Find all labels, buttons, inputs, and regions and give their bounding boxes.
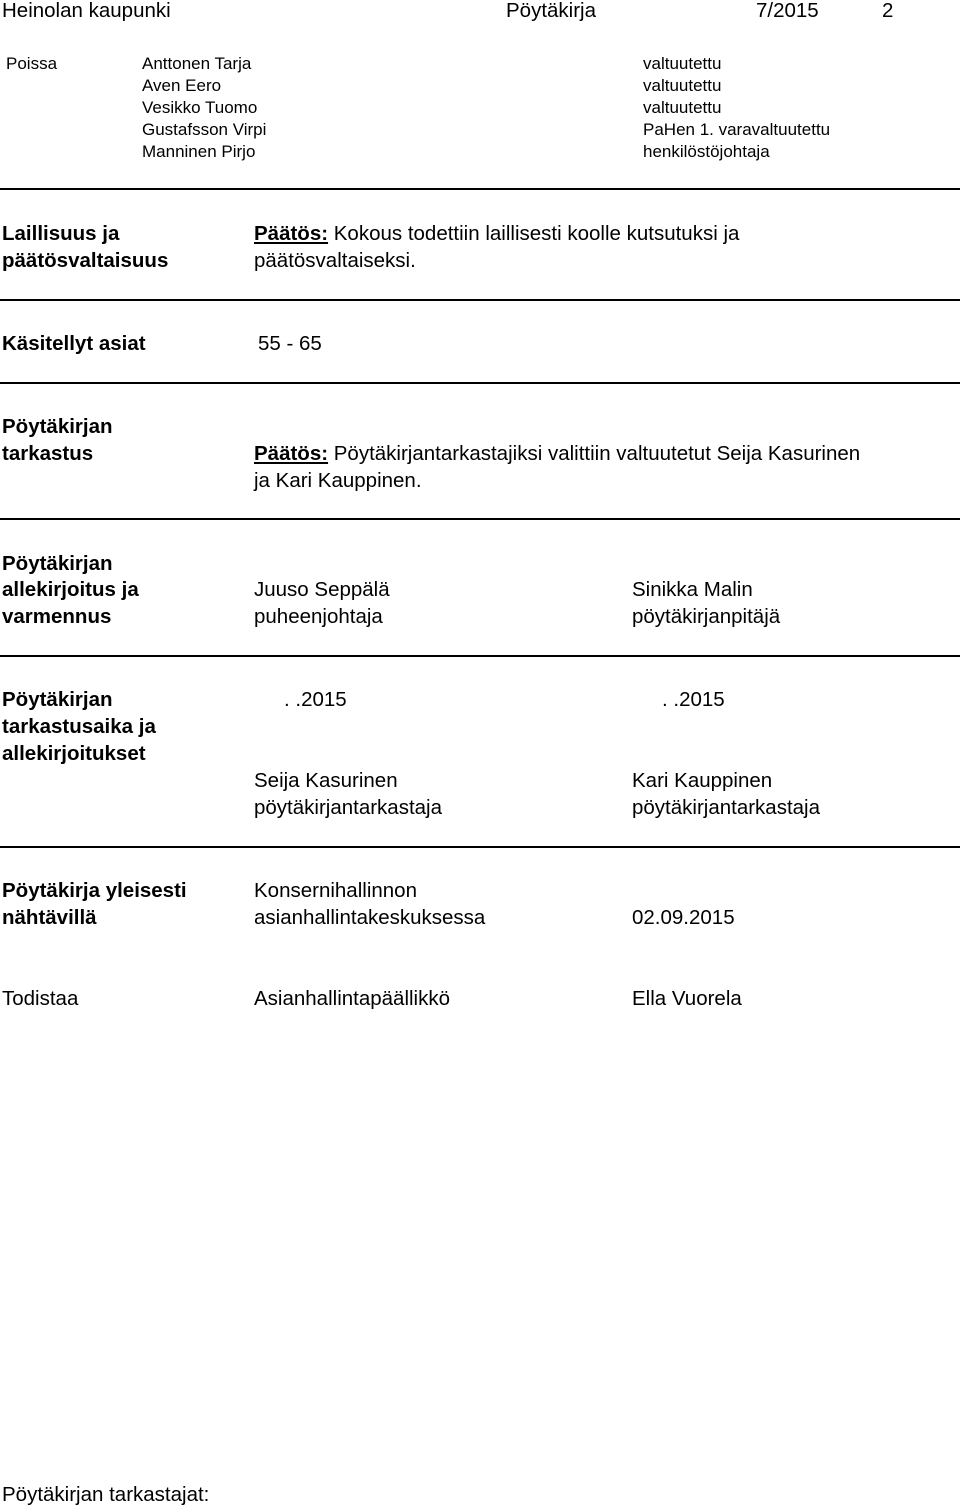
reviewer-1-date: . .2015 (284, 688, 347, 711)
absent-role: PaHen 1. varavaltuutettu (643, 120, 831, 139)
page-number: 2 (882, 0, 894, 22)
items-label: Käsitellyt asiat (2, 332, 146, 355)
public-date: 02.09.2015 (632, 906, 735, 929)
absent-role: valtuutettu (643, 98, 722, 117)
absent-role: valtuutettu (643, 76, 722, 95)
absent-role: valtuutettu (643, 54, 722, 73)
absent-name: Manninen Pirjo (142, 142, 256, 161)
review-label-line-1: Pöytäkirjan (2, 415, 113, 438)
section-divider (0, 518, 960, 520)
review-decision-line-1 (254, 440, 860, 467)
absent-name: Vesikko Tuomo (142, 98, 258, 117)
public-label-line-1: Pöytäkirja yleisesti (2, 879, 187, 902)
reviewer-1-name: Seija Kasurinen (254, 769, 398, 792)
certify-label: Todistaa (2, 987, 79, 1010)
document-type: Pöytäkirja (506, 0, 597, 22)
legality-decision-line-2: päätösvaltaiseksi. (254, 249, 416, 272)
certify-name: Ella Vuorela (632, 987, 742, 1010)
absent-name: Anttonen Tarja (142, 54, 252, 73)
decision-label: Päätös: (254, 222, 329, 245)
section-divider (0, 188, 960, 190)
meeting-number: 7/2015 (756, 0, 819, 22)
items-range: 55 - 65 (258, 332, 322, 355)
reviewer-2-date: . .2015 (662, 688, 725, 711)
review-label-line-2: tarkastus (2, 442, 94, 465)
signing-label-line-2: allekirjoitus ja (2, 578, 139, 601)
reviewer-2-role: pöytäkirjantarkastaja (632, 796, 821, 819)
legality-label-line-1: Laillisuus ja (2, 222, 120, 245)
public-place-line-1: Konsernihallinnon (254, 879, 417, 902)
public-label-line-2: nähtävillä (2, 906, 97, 929)
legality-decision-text: Kokous todettiin laillisesti koolle kutsutuksi ja (328, 222, 740, 245)
absent-names-list (142, 53, 266, 163)
legality-decision-line-1 (254, 220, 739, 247)
legality-label-line-2: päätösvaltaisuus (2, 249, 169, 272)
org-name: Heinolan kaupunki (2, 0, 171, 22)
review-time-label-line-1: Pöytäkirjan (2, 688, 113, 711)
chair-name: Juuso Seppälä (254, 578, 390, 601)
signing-label-line-1: Pöytäkirjan (2, 552, 113, 575)
review-decision-text: Pöytäkirjantarkastajiksi valittiin valtuutetut Seija Kasurinen (328, 442, 861, 465)
section-divider (0, 655, 960, 657)
secretary-name: Sinikka Malin (632, 578, 753, 601)
section-divider (0, 299, 960, 301)
absent-name: Gustafsson Virpi (142, 120, 267, 139)
review-decision-line-2: ja Kari Kauppinen. (254, 469, 422, 492)
section-divider (0, 382, 960, 384)
absent-role: henkilöstöjohtaja (643, 142, 770, 161)
footer-reviewers-label: Pöytäkirjan tarkastajat: (2, 1483, 210, 1506)
public-place-line-2: asianhallintakeskuksessa (254, 906, 486, 929)
signing-label-line-3: varmennus (2, 605, 112, 628)
absent-roles-list (643, 53, 830, 163)
review-time-label-line-2: tarkastusaika ja (2, 715, 156, 738)
review-time-label-line-3: allekirjoitukset (2, 742, 146, 765)
reviewer-2-name: Kari Kauppinen (632, 769, 773, 792)
decision-label: Päätös: (254, 442, 329, 465)
secretary-role: pöytäkirjanpitäjä (632, 605, 781, 628)
chair-role: puheenjohtaja (254, 605, 383, 628)
certify-role: Asianhallintapäällikkö (254, 987, 451, 1010)
absent-name: Aven Eero (142, 76, 222, 95)
absent-label: Poissa (6, 54, 58, 73)
reviewer-1-role: pöytäkirjantarkastaja (254, 796, 443, 819)
section-divider (0, 846, 960, 848)
